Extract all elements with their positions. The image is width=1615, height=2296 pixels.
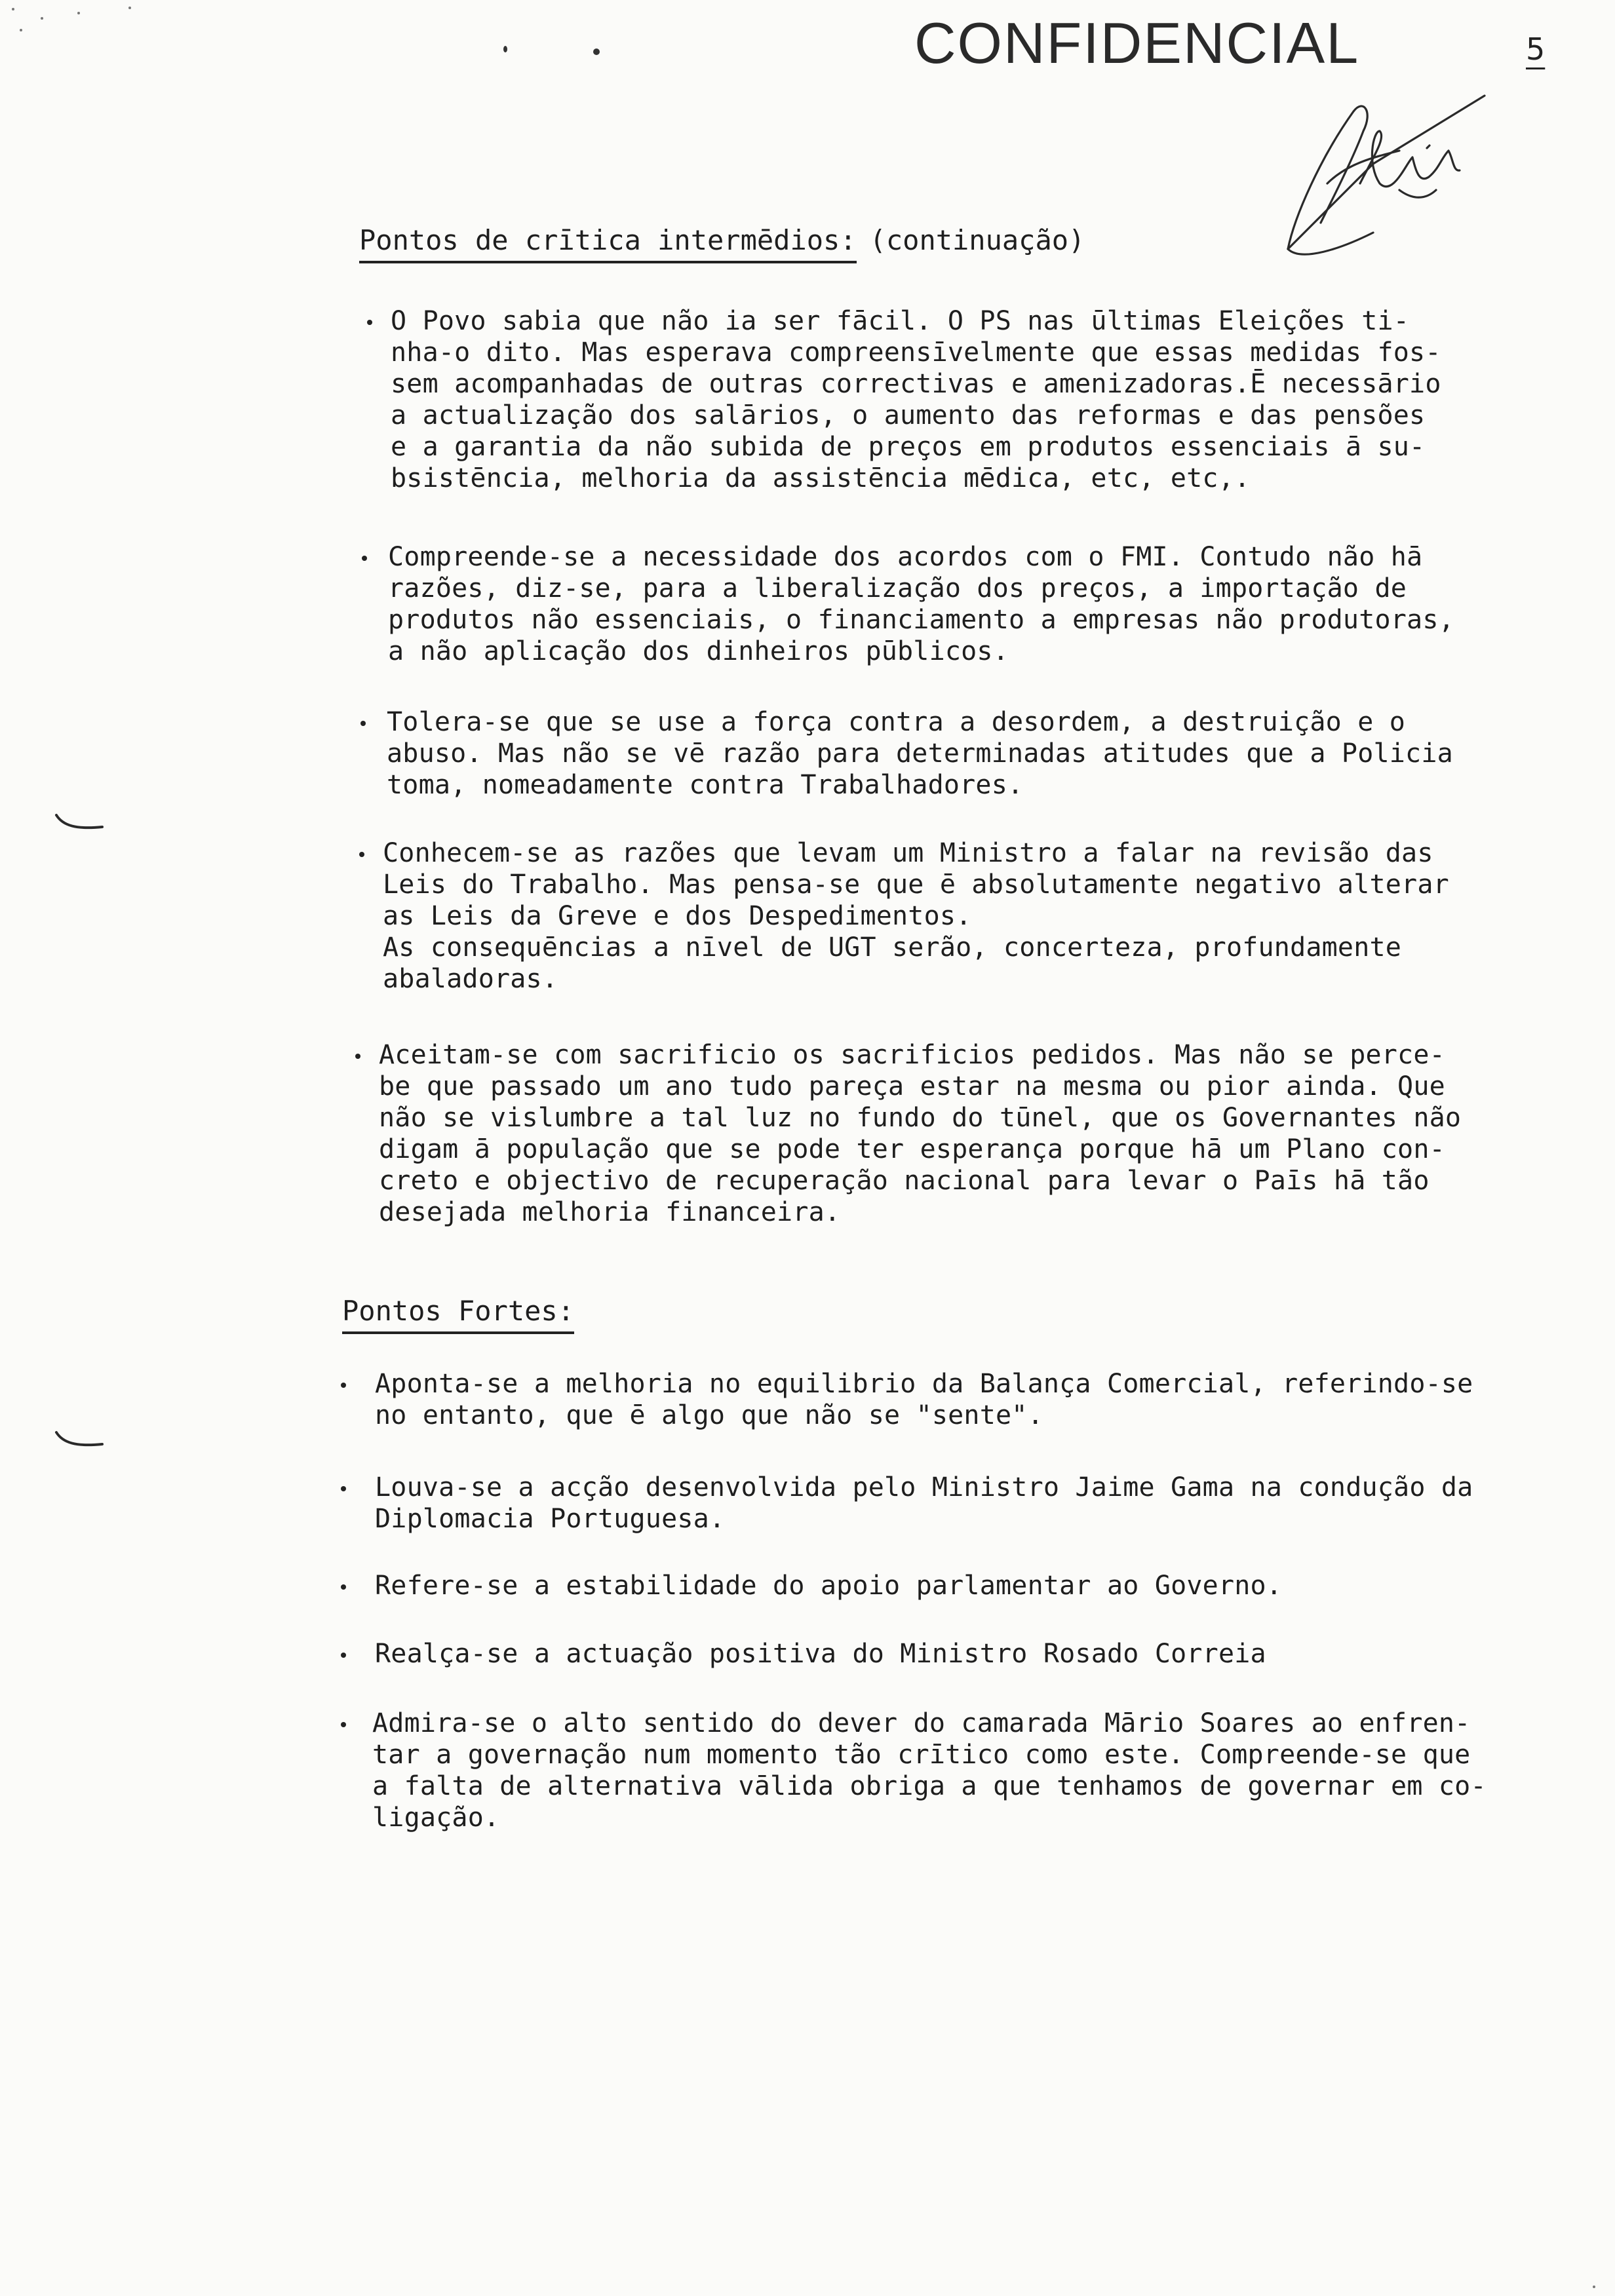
- text-line: Admira-se o alto sentido do dever do camarada Mārio Soares ao enfren-: [372, 1708, 1471, 1738]
- margin-check-mark: [54, 1428, 106, 1455]
- paragraph-item: [379, 1039, 1461, 1228]
- handwritten-signature-icon: [1281, 85, 1491, 275]
- bullet-point: [362, 556, 367, 561]
- paragraph-item: [375, 1570, 1282, 1601]
- paragraph-item: [375, 1368, 1473, 1431]
- scan-speck: [12, 8, 14, 10]
- bullet-point: [360, 721, 366, 726]
- header-mark: [503, 46, 507, 52]
- text-line: Louva-se a acção desenvolvida pelo Ministro Jaime Gama na condução da: [375, 1472, 1473, 1502]
- text-line: produtos não essenciais, o financiamento a empresas não produtoras,: [388, 605, 1454, 635]
- text-line: Diplomacia Portuguesa.: [375, 1504, 726, 1534]
- text-line: Refere-se a estabilidade do apoio parlamentar ao Governo.: [375, 1571, 1283, 1601]
- text-line: tar a governação num momento tão crītico como este. Compreende-se que: [372, 1740, 1471, 1770]
- bullet-point: [341, 1383, 346, 1388]
- bullet-point: [359, 852, 364, 857]
- text-line: toma, nomeadamente contra Trabalhadores.: [387, 770, 1024, 800]
- text-line: e a garantia da não subida de preços em produtos essenciais ā su-: [391, 432, 1426, 462]
- paragraph-item: [383, 837, 1449, 995]
- section-heading-fortes: [342, 1297, 574, 1334]
- text-line: não se vislumbre a tal luz no fundo do tūnel, que os Governantes não: [379, 1103, 1462, 1133]
- paragraph-item: [375, 1638, 1266, 1670]
- text-line: sem acompanhadas de outras correctivas e amenizadoras.Ē necessārio: [391, 369, 1441, 399]
- text-line: as Leis da Greve e dos Despedimentos.: [383, 901, 972, 931]
- scan-speck: [41, 17, 43, 20]
- text-line: Compreende-se a necessidade dos acordos com o FMI. Contudo não hā: [388, 542, 1423, 572]
- text-line: digam ā população que se pode ter esperança porque hā um Plano con-: [379, 1134, 1445, 1164]
- scan-speck: [128, 7, 131, 9]
- header-mark: [593, 48, 600, 55]
- bullet-point: [341, 1584, 346, 1590]
- text-line: Realça-se a actuação positiva do Ministro Rosado Correia: [375, 1639, 1266, 1669]
- text-line: Tolera-se que se use a força contra a desordem, a destruição e o: [387, 707, 1406, 737]
- scan-speck: [77, 12, 80, 14]
- paragraph-item: [391, 305, 1441, 494]
- text-line: nha-o dito. Mas esperava compreensīvelmente que essas medidas fos-: [391, 337, 1441, 368]
- paragraph-item: [387, 706, 1453, 801]
- text-line: desejada melhoria financeira.: [379, 1197, 841, 1227]
- paragraph-item: [375, 1472, 1473, 1535]
- section-heading-suffix: (continuação): [869, 224, 1085, 256]
- bullet-point: [341, 1722, 346, 1727]
- paragraph-item: [388, 541, 1454, 667]
- bullet-point: [355, 1054, 360, 1059]
- section-heading-critica: [359, 224, 1085, 263]
- text-line: creto e objectivo de recuperação nacional para levar o Paīs hā tão: [379, 1166, 1430, 1196]
- text-line: Aponta-se a melhoria no equilibrio da Balança Comercial, referindo-se: [375, 1369, 1473, 1399]
- text-line: a actualização dos salārios, o aumento das reformas e das pensões: [391, 400, 1426, 430]
- margin-check-mark: [54, 811, 106, 837]
- text-line: Conhecem-se as razões que levam um Ministro a falar na revisão das: [383, 838, 1433, 868]
- text-line: As consequēncias a nīvel de UGT serão, concerteza, profundamente: [383, 932, 1402, 963]
- bullet-point: [367, 320, 372, 325]
- text-line: be que passado um ano tudo pareça estar na mesma ou pior ainda. Que: [379, 1071, 1445, 1101]
- text-line: a não aplicação dos dinheiros pūblicos.: [388, 636, 1009, 666]
- section-heading-title: Pontos de crītica intermēdios:: [359, 227, 857, 263]
- text-line: abaladoras.: [383, 964, 558, 994]
- scan-speck: [1593, 2286, 1595, 2288]
- text-line: bsistēncia, melhoria da assistēncia mēdica, etc, etc,.: [391, 463, 1251, 493]
- text-line: O Povo sabia que não ia ser fācil. O PS nas ūltimas Eleições ti-: [391, 306, 1410, 336]
- text-line: abuso. Mas não se vē razão para determinadas atitudes que a Policia: [387, 738, 1453, 769]
- text-line: razões, diz-se, para a liberalização dos preços, a importação de: [388, 573, 1407, 603]
- bullet-point: [341, 1653, 346, 1658]
- paragraph-item: [372, 1708, 1487, 1833]
- confidential-stamp: CONFIDENCIAL: [914, 10, 1360, 75]
- scan-speck: [20, 29, 22, 31]
- text-line: a falta de alternativa vālida obriga a que tenhamos de governar em co-: [372, 1771, 1487, 1801]
- page-number: 5: [1526, 31, 1546, 67]
- bullet-point: [341, 1486, 346, 1491]
- text-line: Aceitam-se com sacrificio os sacrificios pedidos. Mas não se perce-: [379, 1040, 1445, 1070]
- text-line: Leis do Trabalho. Mas pensa-se que ē absolutamente negativo alterar: [383, 870, 1449, 900]
- text-line: ligação.: [372, 1803, 500, 1833]
- text-line: no entanto, que ē algo que não se "sente".: [375, 1400, 1043, 1430]
- section-heading-title: Pontos Fortes:: [342, 1297, 574, 1334]
